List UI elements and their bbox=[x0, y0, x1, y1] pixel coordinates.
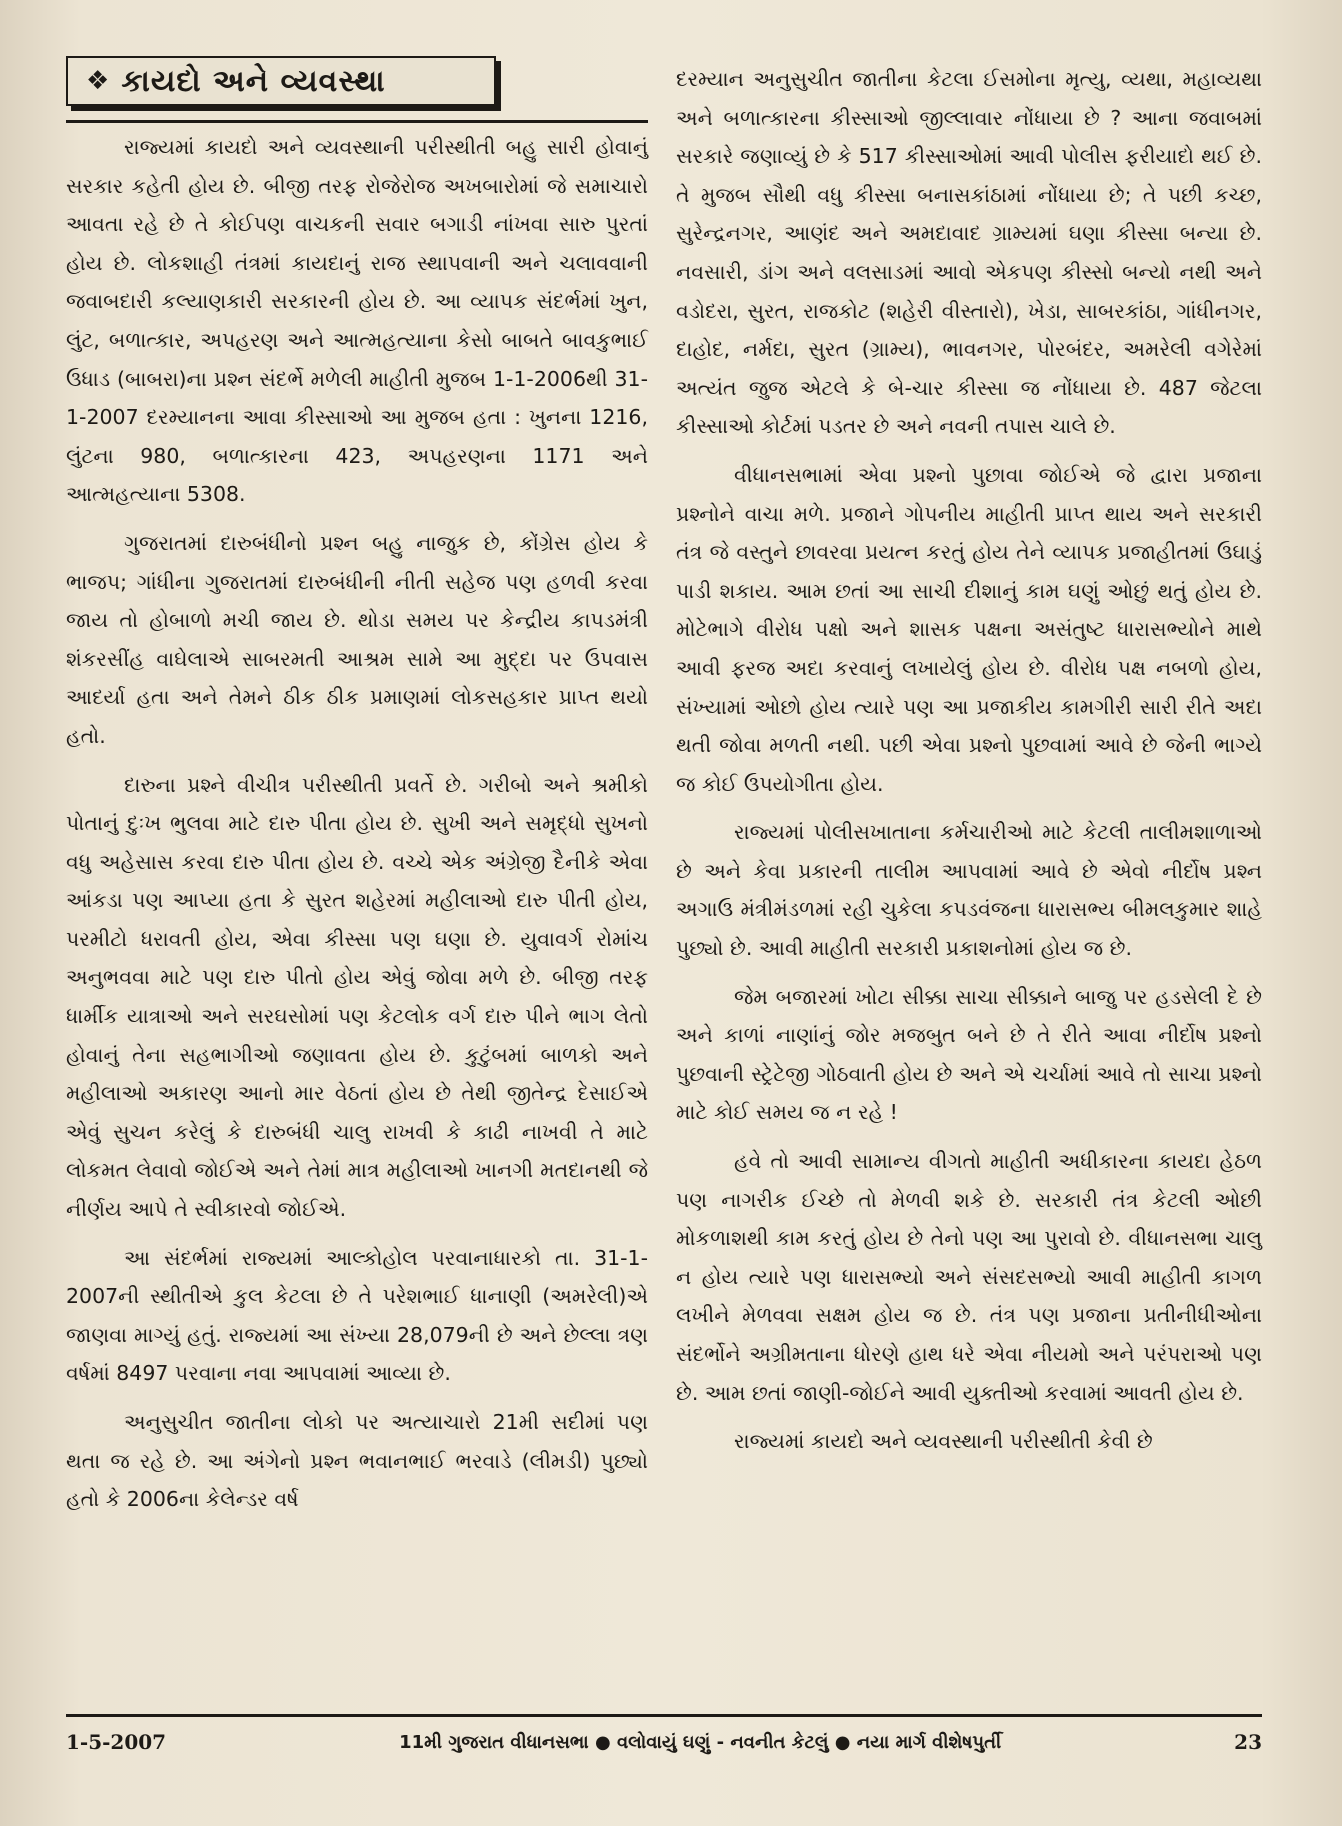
paragraph: રાજ્યમાં કાયદો અને વ્યવસ્થાની પરીસ્થીતી બહુ સારી હોવાનું સરકાર કહેતી હોય છે. બીજી તરફ રોજેરોજ અખબારોમાં જે સમાચારો આવતા રહે છે તે કોઈપણ વાચકની સવાર બગાડી નાંખવા સારુ પુરતાં હોય છે. લોકશાહી તંત્રમાં કાયદાનું રાજ સ્થાપવાની અને ચલાવવાની જવાબદારી કલ્યાણકારી સરકારની હોય છે. આ વ્યાપક સંદર્ભમાં ખુન, લુંટ, બળાત્કાર, અપહરણ અને આત્મહત્યાના કેસો બાબતે બાવકુભાઈ ઉધાડ (બાબરા)ના પ્રશ્ન સંદર્ભે મળેલી માહીતી મુજબ 1-1-2006થી 31-1-2007 દરમ્યાનના આવા કીસ્સાઓ આ મુજબ હતા : ખુનના 1216, લુંટના 980, બળાત્કારના 423, અપહરણના 1171 અને આત્મહત્યાના 5308. bbox=[66, 135, 648, 507]
paragraph: અનુસુચીત જાતીના લોકો પર અત્યાચારો 21મી સદીમાં પણ થતા જ રહે છે. આ અંગેનો પ્રશ્ન ભવાનભાઈ ભરવાડે (લીમડી) પુછ્યો હતો કે 2006ના કેલેન્ડર વર્ષ bbox=[66, 1410, 648, 1512]
paragraph: દરમ્યાન અનુસુચીત જાતીના કેટલા ઈસમોના મૃત્યુ, વ્યથા, મહાવ્યથા અને બળાત્કારના કીસ્સાઓ જીલ્લાવાર નોંધાયા છે ? આના જવાબમાં સરકારે જણાવ્યું છે કે 517 કીસ્સાઓમાં આવી પોલીસ ફરીયાદો થઈ છે. તે મુજબ સૌથી વધુ કીસ્સા બનાસકાંઠામાં નોંધાયા છે; તે પછી કચ્છ, સુરેન્દ્રનગર, આણંદ અને અમદાવાદ ગ્રામ્યમાં ઘણા કીસ્સા બન્યા છે. નવસારી, ડાંગ અને વલસાડમાં આવો એકપણ કીસ્સો બન્યો નથી અને વડોદરા, સુરત, રાજકોટ (શહેરી વીસ્તારો), ખેડા, સાબરકાંઠા, ગાંધીનગર, દાહોદ, નર્મદા, સુરત (ગ્રામ્ય), ભાવનગર, પોરબંદર, અમરેલી વગેરેમાં અત્યંત જુજ એટલે કે બે-ચાર કીસ્સા જ નોંધાયા છે. 487 જેટલા કીસ્સાઓ કોર્ટમાં પડતર છે અને નવની તપાસ ચાલે છે. bbox=[676, 67, 1262, 439]
section-title: કાયદો અને વ્યવસ્થા bbox=[121, 63, 386, 99]
diamond-bullet-icon: ❖ bbox=[86, 66, 110, 96]
paragraph: દારુના પ્રશ્ને વીચીત્ર પરીસ્થીતી પ્રવર્તે છે. ગરીબો અને શ્રમીકો પોતાનું દુઃખ ભુલવા માટે દારુ પીતા હોય છે. સુખી અને સમૃદ્ધો સુખનો વધુ અહેસાસ કરવા દારુ પીતા હોય છે. વચ્ચે એક અંગ્રેજી દૈનીકે એવા આંકડા પણ આપ્યા હતા કે સુરત શહેરમાં મહીલાઓ દારુ પીતી હોય, પરમીટો ધરાવતી હોય, એવા કીસ્સા પણ ઘણા છે. યુવાવર્ગ રોમાંચ અનુભવવા માટે પણ દારુ પીતો હોય એવું જોવા મળે છે. બીજી તરફ ધાર્મીક યાત્રાઓ અને સરઘસોમાં પણ કેટલોક વર્ગ દારુ પીને ભાગ લેતો હોવાનું તેના સહભાગીઓ જણાવતા હોય છે. કુટુંબમાં બાળકો અને મહીલાઓ અકારણ આનો માર વેઠતાં હોય છે તેથી જીતેન્દ્ર દેસાઈએ એવું સુચન કરેલું કે દારુબંધી ચાલુ રાખવી કે કાઢી નાખવી તે માટે લોકમત લેવાવો જોઈએ અને તેમાં માત્ર મહીલાઓ ખાનગી મતદાનથી જે નીર્ણય આપે તે સ્વીકારવો જોઈએ. bbox=[66, 772, 648, 1222]
paragraph: રાજ્યમાં પોલીસખાતાના કર્મચારીઓ માટે કેટલી તાલીમશાળાઓ છે અને કેવા પ્રકારની તાલીમ આપવામાં આવે છે એવો નીર્દોષ પ્રશ્ન અગાઉ મંત્રીમંડળમાં રહી ચુકેલા કપડવંજના ધારાસભ્ય બીમલકુમાર શાહે પુછ્યો છે. આવી માહીતી સરકારી પ્રકાશનોમાં હોય જ છે. bbox=[676, 820, 1262, 961]
paragraph: જેમ બજારમાં ખોટા સીક્કા સાચા સીક્કાને બાજુ પર હડસેલી દે છે અને કાળાં નાણાંનું જોર મજબુત બને છે તે રીતે આવા નીર્દોષ પ્રશ્નો પુછવાની સ્ટ્રેટેજી ગોઠવાતી હોય છે અને એ ચર્ચામાં આવે તો સાચા પ્રશ્નો માટે કોઈ સમય જ ન રહે ! bbox=[676, 984, 1262, 1125]
footer-divider bbox=[66, 1714, 1262, 1717]
paragraph: આ સંદર્ભમાં રાજ્યમાં આલ્કોહોલ પરવાનાધારકો તા. 31-1-2007ની સ્થીતીએ કુલ કેટલા છે તે પરેશભાઈ ધાનાણી (અમરેલી)એ જાણવા માગ્યું હતું. રાજ્યમાં આ સંખ્યા 28,079ની છે અને છેલ્લા ત્રણ વર્ષમાં 8497 પરવાના નવા આપવામાં આવ્યા છે. bbox=[66, 1245, 648, 1386]
footer-title: 11મી ગુજરાત વીધાનસભા ● વલોવાયું ઘણું - નવનીત કેટલું ● નયા માર્ગ વીશેષપુર્તી bbox=[399, 1731, 1002, 1753]
section-heading bbox=[66, 56, 496, 106]
left-column bbox=[66, 128, 648, 1519]
page-number: 23 bbox=[1234, 1730, 1262, 1754]
paragraph: રાજ્યમાં કાયદો અને વ્યવસ્થાની પરીસ્થીતી કેવી છે bbox=[734, 1429, 1153, 1454]
paragraph: ગુજરાતમાં દારુબંધીનો પ્રશ્ન બહુ નાજુક છે, કોંગ્રેસ હોય કે ભાજપ; ગાંધીના ગુજરાતમાં દારુબંધીની નીતી સહેજ પણ હળવી કરવા જાય તો હોબાળો મચી જાય છે. થોડા સમય પર કેન્દ્રીય કાપડમંત્રી શંકરસીંહ વાઘેલાએ સાબરમતી આશ્રમ સામે આ મુદ્દા પર ઉપવાસ આદર્યા હતા અને તેમને ઠીક ઠીક પ્રમાણમાં લોકસહકાર પ્રાપ્ત થયો હતો. bbox=[66, 530, 648, 748]
page-footer bbox=[66, 1722, 1262, 1762]
paragraph: હવે તો આવી સામાન્ય વીગતો માહીતી અધીકારના કાયદા હેઠળ પણ નાગરીક ઈચ્છે તો મેળવી શકે છે. સરકારી તંત્ર કેટલી ઓછી મોકળાશથી કામ કરતું હોય છે તેનો પણ આ પુરાવો છે. વીધાનસભા ચાલુ ન હોય ત્યારે પણ ધારાસભ્યો અને સંસદસભ્યો આવી માહીતી કાગળ લખીને મેળવવા સક્ષમ હોય જ છે. તંત્ર પણ પ્રજાના પ્રતીનીધીઓના સંદર્ભોને અગ્રીમતાના ધોરણે હાથ ધરે એવા નીયમો અને પરંપરાઓ પણ છે. આમ છતાં જાણી-જોઈને આવી યુક્તીઓ કરવામાં આવતી હોય છે. bbox=[676, 1149, 1262, 1405]
footer-date: 1-5-2007 bbox=[66, 1730, 167, 1754]
right-column bbox=[676, 60, 1262, 1461]
paragraph: વીધાનસભામાં એવા પ્રશ્નો પુછાવા જોઈએ જે દ્વારા પ્રજાના પ્રશ્નોને વાચા મળે. પ્રજાને ગોપનીય માહીતી પ્રાપ્ત થાય અને સરકારી તંત્ર જે વસ્તુને છાવરવા પ્રયત્ન કરતું હોય તેને વ્યાપક પ્રજાહીતમાં ઉઘાડું પાડી શકાય. આમ છતાં આ સાચી દીશાનું કામ ઘણું ઓછું થતું હોય છે. મોટેભાગે વીરોધ પક્ષો અને શાસક પક્ષના અસંતુષ્ટ ધારાસભ્યોને માથે આવી ફરજ અદા કરવાનું લખાયેલું હોય છે. વીરોધ પક્ષ નબળો હોય, સંખ્યામાં ઓછો હોય ત્યારે પણ આ પ્રજાકીય કામગીરી સારી રીતે અદા થતી જોવા મળતી નથી. પછી એવા પ્રશ્નો પુછવામાં આવે છે જેની ભાગ્યે જ કોઈ ઉપયોગીતા હોય. bbox=[676, 462, 1262, 796]
heading-divider bbox=[66, 120, 648, 123]
